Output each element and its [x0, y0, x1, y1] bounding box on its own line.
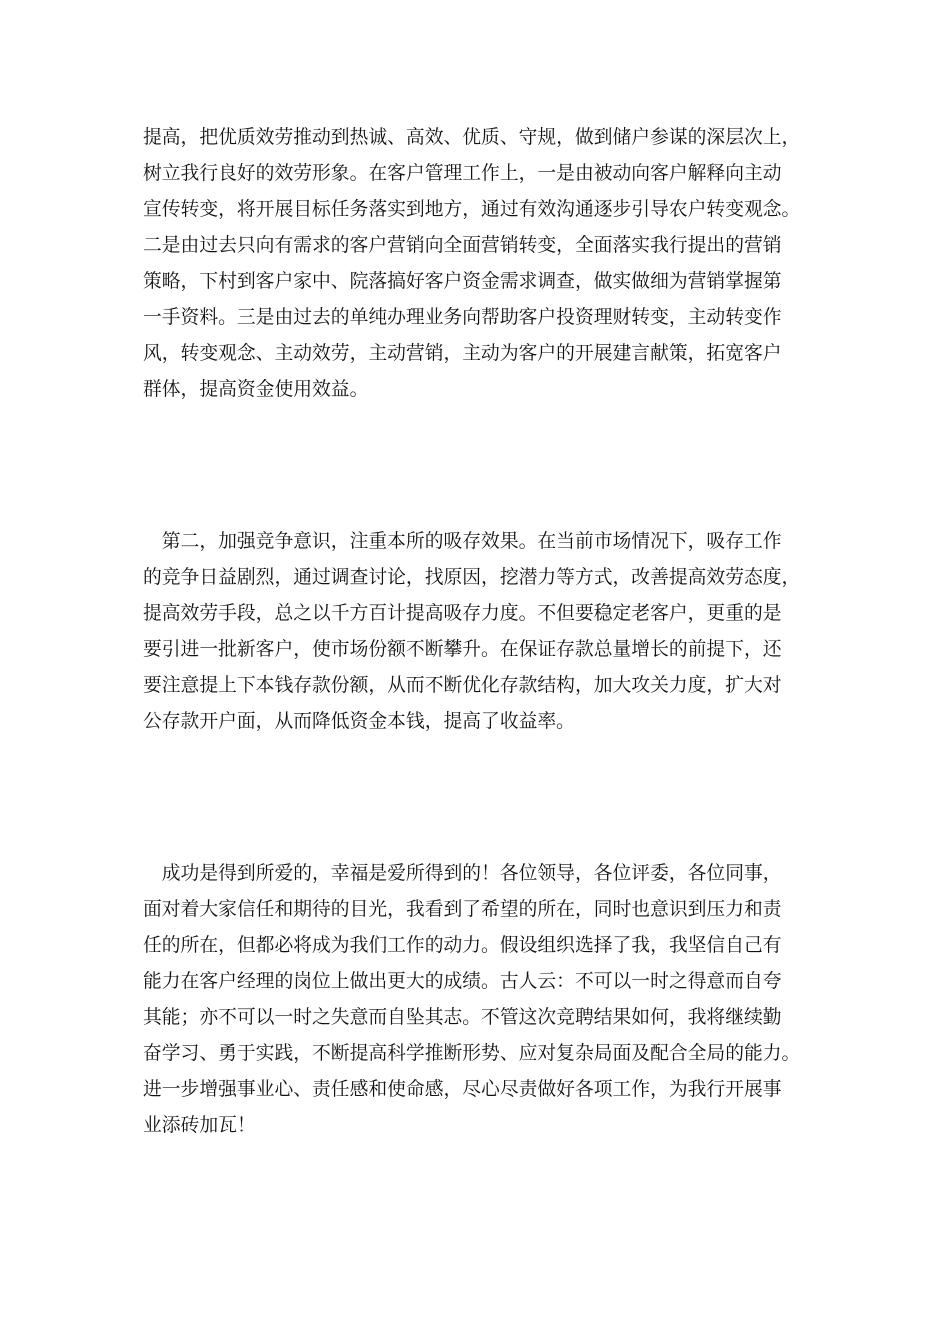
text-line: 进一步增强事业心、责任感和使命感，尽心尽责做好各项工作，为我行开展事 — [143, 1079, 782, 1100]
text-line: 成功是得到所爱的，幸福是爱所得到的！各位领导，各位评委，各位同事， — [143, 863, 782, 884]
document-body — [143, 120, 808, 1144]
text-line: 二是由过去只向有需求的客户营销向全面营销转变，全面落实我行提出的营销 — [143, 235, 782, 256]
text-line: 任的所在，但都必将成为我们工作的动力。假设组织选择了我，我坚信自己有 — [143, 935, 782, 956]
text-line: 公存款开户面，从而降低资金本钱，提高了收益率。 — [143, 711, 575, 732]
text-line: 策略，下村到客户家中、院落搞好客户资金需求调查，做实做细为营销掌握第 — [143, 271, 782, 292]
text-line: 树立我行良好的效劳形象。在客户管理工作上，一是由被动向客户解释向主动 — [143, 163, 782, 184]
text-line: 业添砖加瓦！ — [143, 1115, 256, 1136]
paragraph-competition-awareness — [143, 524, 808, 740]
text-line: 要注意提上下本钱存款份额，从而不断优化存款结构，加大攻关力度，扩大对 — [143, 675, 782, 696]
text-line: 要引进一批新客户，使市场份额不断攀升。在保证存款总量增长的前提下，还 — [143, 639, 782, 660]
text-line: 第二，加强竞争意识，注重本所的吸存效果。在当前市场情况下，吸存工作 — [143, 531, 782, 552]
text-line: 风，转变观念、主动效劳，主动营销，主动为客户的开展建言献策，拓宽客户 — [143, 343, 782, 364]
text-line: 其能；亦不可以一时之失意而自坠其志。不管这次竞聘结果如何，我将继续勤 — [143, 1007, 782, 1028]
text-line: 提高效劳手段，总之以千方百计提高吸存力度。不但要稳定老客户，更重的是 — [143, 603, 782, 624]
text-line: 宣传转变，将开展目标任务落实到地方，通过有效沟通逐步引导农户转变观念。 — [143, 199, 801, 220]
paragraph-service-transformation — [143, 120, 808, 408]
text-line: 一手资料。三是由过去的单纯办理业务向帮助客户投资理财转变，主动转变作 — [143, 307, 782, 328]
text-line: 提高，把优质效劳推动到热诚、高效、优质、守规，做到储户参谋的深层次上， — [143, 127, 801, 148]
text-line: 群体，提高资金使用效益。 — [143, 379, 369, 400]
text-line: 的竞争日益剧烈，通过调查讨论，找原因，挖潜力等方式，改善提高效劳态度， — [143, 567, 801, 588]
paragraph-closing-statement — [143, 856, 808, 1144]
text-line: 面对着大家信任和期待的目光，我看到了希望的所在，同时也意识到压力和责 — [143, 899, 782, 920]
text-line: 能力在客户经理的岗位上做出更大的成绩。古人云：不可以一时之得意而自夸 — [143, 971, 782, 992]
text-line: 奋学习、勇于实践，不断提高科学推断形势、应对复杂局面及配合全局的能力。 — [143, 1043, 801, 1064]
